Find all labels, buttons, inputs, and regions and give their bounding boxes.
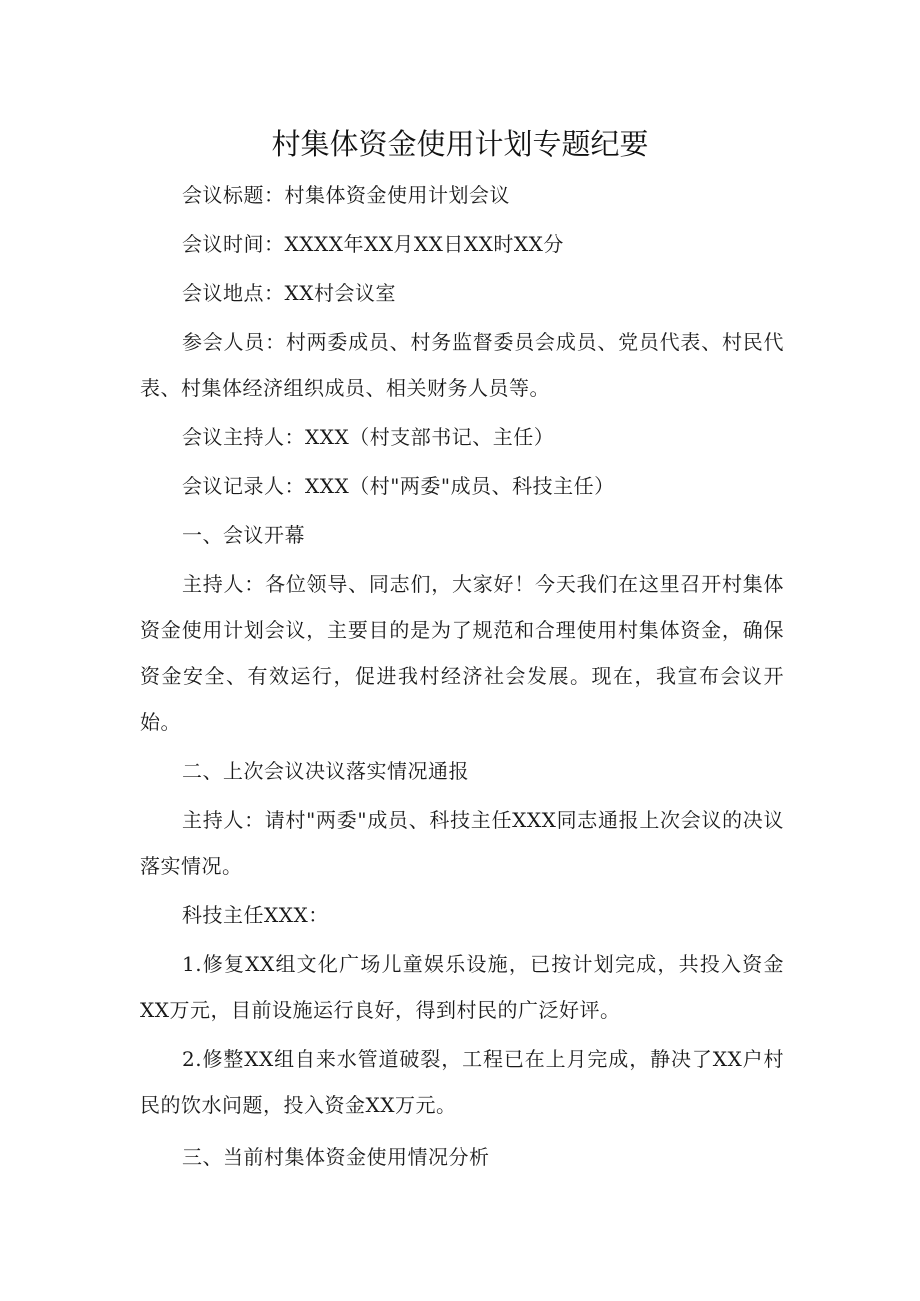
meeting-host: 会议主持人：XXX（村支部书记、主任） bbox=[182, 425, 555, 449]
section-2-item-2: 2.修整XX组自来水管道破裂，工程已在上月完成，静决了XX户村民的饮水问题，投入资金XX万元。 bbox=[140, 1047, 784, 1117]
meeting-subject: 会议标题：村集体资金使用计划会议 bbox=[182, 183, 510, 207]
section-3-heading: 三、当前村集体资金使用情况分析 bbox=[182, 1145, 490, 1169]
section-2-body: 主持人：请村"两委"成员、科技主任XXX同志通报上次会议的决议落实情况。 bbox=[140, 808, 784, 878]
meeting-location: 会议地点：XX村会议室 bbox=[182, 281, 396, 305]
section-1-body: 主持人：各位领导、同志们，大家好！今天我们在这里召开村集体资金使用计划会议，主要目的是为了规范和合理使用村集体资金，确保资金安全、有效运行，促进我村经济社会发展。现在，我宣布会议开始。 bbox=[140, 572, 784, 734]
section-2-item-1: 1.修复XX组文化广场儿童娱乐设施，已按计划完成，共投入资金XX万元，目前设施运行良好，得到村民的广泛好评。 bbox=[140, 952, 784, 1022]
document-title: 村集体资金使用计划专题纪要 bbox=[271, 127, 649, 161]
meeting-attendees: 参会人员：村两委成员、村务监督委员会成员、党员代表、村民代表、村集体经济组织成员、相关财务人员等。 bbox=[140, 330, 784, 400]
section-2-speaker: 科技主任XXX： bbox=[182, 903, 329, 927]
section-1-heading: 一、会议开幕 bbox=[182, 523, 305, 547]
section-2-heading: 二、上次会议决议落实情况通报 bbox=[182, 759, 469, 783]
meeting-time: 会议时间：XXXX年XX月XX日XX时XX分 bbox=[182, 232, 564, 256]
document-body bbox=[140, 172, 784, 1180]
meeting-recorder: 会议记录人：XXX（村"两委"成员、科技主任） bbox=[182, 474, 615, 498]
